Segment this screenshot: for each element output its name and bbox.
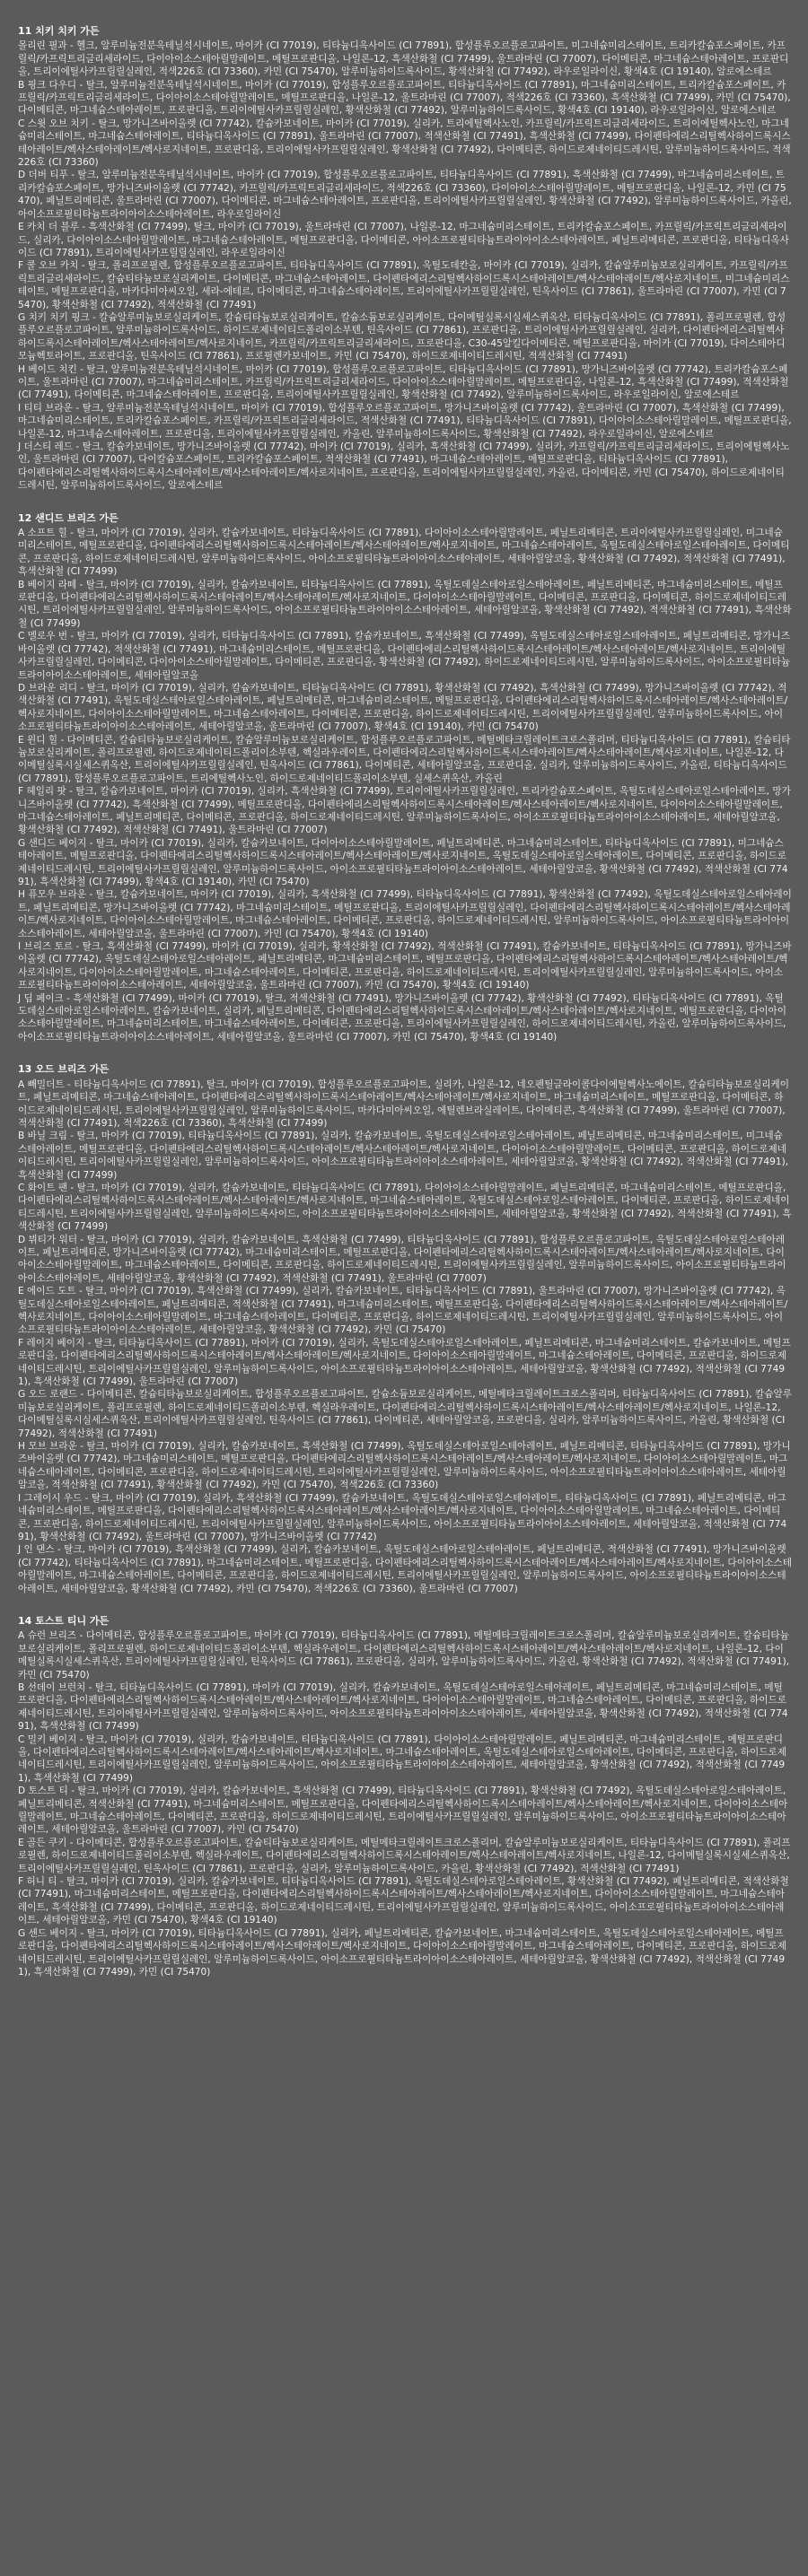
ingredient-entry: H 모브 브라운 - 탈크, 마이카 (CI 77019), 실리카, 칼슘카보네이트, 흑색산화철 (CI 77499), 옥틸도데실스테아로일스테아레이트, 페닐트리메티콘, 티타늄디옥사이드 (CI 77891), 망가니즈바이올렛 (CI 77742), 마그네슘미리스테이트, 메틸프로판디올, 다이펜타에리스리틸헥사하이드록시스테아레이트/헥사스테아레이트/헥사로지네이트, 다이아이소스테아릴말레이트, 마그네슘스테아레이트, 다이메티콘, 프로판디올, 하이드로제네이티드레시틴, 트리이에틸사카프릴릴실레인, 알루미늄하이드록사이드, 아이소프로필티타늄트라이아이소스테아레이트, 세테아릴알코올, 적색산화철 (CI 77491), 황색산화철 (CI 77492), 카민 (CI 75470), 적색226호 (CI 73360) — [18, 1441, 791, 1491]
ingredient-entry: B 선데이 브런치 - 탈크, 티타늄디옥사이드 (CI 77891), 마이카 (CI 77019), 실리카, 칼슘카보네이트, 옥틸도데실스테아로일스테아레이트, 페닐트리메티콘, 마그네슘미리스테이트, 메틸프로판디올, 다이펜타에리스리틸헥사하이드록시스테아레이트/헥사스테아레이트/헥사로지네이트, 다이아이소스테아릴말레이트, 마그네슘스테아레이트, 다이메티콘, 프로판디올, 하이드로제네이티드레시틴, 트리이에틸사카프릴릴실레인, 알루미늄하이드록사이드, 아이소프로필티타늄트라이아이소스테아레이트, 세테아릴알코올, 황색산화철 (CI 77492), 적색산화철 (CI 77491), 흑색산화철 (CI 77499) — [18, 1681, 788, 1733]
ingredient-entry: J 인 댄스 - 탈크, 마이카 (CI 77019), 흑색산화철 (CI 77499), 실리카, 칼슘카보네이트, 옥틸도데실스테아로일스테아레이트, 페닐트리메티콘, 적색산화철 (CI 77491), 망가니즈바이올렛 (CI 77742), 티타늄디옥사이드 (CI 77891), 마그네슘미리스테이트, 메틸프로판디올, 다이펜타에리스리틸헥사하이드록시스테아레이트/헥사스테아레이트/헥사로지네이트, 다이아이소스테아릴말레이트, 마그네슘스테아레이트, 다이메티콘, 프로판디올, 하이드로제네이티드레시틴, 트리이에틸사카프릴릴실레인, 알루미늄하이드록사이드, 아이소프로필티타늄트라이아이소스테아레이트, 세테아릴알코올, 황색산화철 (CI 77492), 카민 (CI 75470), 적색226호 (CI 73360), 울트라마린 (CI 77007) — [18, 1544, 793, 1594]
ingredient-entry: I 브리즈 토르 - 탈크, 흑색산화철 (CI 77499), 마이카 (CI 77019), 실리카, 황색산화철 (CI 77492), 적색산화철 (CI 77491), 칼슘카보네이트, 티타늄디옥사이드 (CI 77891), 망가니즈바이올렛 (CI 77742), 옥틸도데실스테아로일스테아레이트, 페닐트리메티콘, 마그네슘미리스테이트, 메틸프로판디올, 다이펜타에리스리틸헥사하이드록시스테아레이트/헥사스테아레이트/헥사로지네이트, 다이아이소스테아릴말레이트, 마그네슘스테아레이트, 다이메티콘, 프로판디올, 하이드로제네이티드레시틴, 트리이에틸사카프릴릴실레인, 알루미늄하이드록사이드, 아이소프로필티타늄트라이아이소스테아레이트, 세테아릴알코올, 울트라마린 (CI 77007), 카민 (CI 75470), 황색4호 (CI 19140) — [18, 941, 792, 991]
ingredient-section — [18, 1615, 792, 1978]
ingredient-entry: D 뷔티가 워터 - 탈크, 마이카 (CI 77019), 실리카, 칼슘카보네이트, 흑색산화철 (CI 77499), 티타늄디옥사이드 (CI 77891), 합성플루오르플로고파이트, 옥틸도데실스테아로일스테아레이트, 페닐트리메티콘, 망가니즈바이올렛 (CI 77742), 마그네슘미리스테이트, 메틸프로판디올, 다이펜타에리스리틸헥사하이드록시스테아레이트/헥사스테아레이트/헥사로지네이트, 다이아이소스테아릴말레이트, 마그네슘스테아레이트, 다이메티콘, 프로판디올, 하이드로제네이티드레시틴, 트리이에틸사카프릴릴실레인, 알루미늄하이드록사이드, 아이소프로필티타늄트라이아이소스테아레이트, 세테아릴알코올, 황색산화철 (CI 77492), 적색산화철 (CI 77491), 울트라마린 (CI 77007) — [18, 1234, 786, 1284]
ingredient-entry: F 허니 티 - 탈크, 마이카 (CI 77019), 실리카, 칼슘카보네이트, 티타늄디옥사이드 (CI 77891), 옥틸도데실스테아로일스테아레이트, 황색산화철 (CI 77492), 페닐트리메티콘, 적색산화철 (CI 77491), 마그네슘미리스테이트, 메틸프로판디올, 다이펜타에리스리틸헥사하이드록시스테아레이트/헥사스테아레이트/헥사로지네이트, 다이아이소스테아릴말레이트, 마그네슘스테아레이트, 흑색산화철 (CI 77499), 다이메티콘, 프로판디올, 하이드로제네이티드레시틴, 트리이에틸사카프릴릴실레인, 알루미늄하이드록사이드, 아이소프로필티타늄트라이아이소스테아레이트, 세테아릴알코올, 카민 (CI 75470), 황색4호 (CI 19140) — [18, 1876, 789, 1926]
ingredient-entry: E 카치 더 블루 - 흑색산화철 (CI 77499), 탈크, 마이카 (CI 77019), 울트라마린 (CI 77007), 나일론-12, 마그네슘미리스테이트, 트리카칼슘포스페이트, 카프릴릭/카프릭트리글리세라이드, 실리카, 다이아이소스테아릴말레이트, 마그네슘스테아레이트, 메틸프로판디올, 다이메티콘, 아이소프로필티타늄트라이아이소스테아레이트, 페닐트리메티콘, 프로판디올, 티타늄디옥사이드 (CI 77891), 트리이에틸사카프릴릴실레인, 라우로일라이신 — [18, 222, 789, 258]
ingredient-entry: C 멜로우 번 - 탈크, 마이카 (CI 77019), 실리카, 티타늄디옥사이드 (CI 77891), 칼슘카보네이트, 흑색산화철 (CI 77499), 옥틸도데실스테아로일스테아레이트, 페닐트리메티콘, 망가니즈바이올렛 (CI 77742), 적색산화철 (CI 77491), 마그네슘미리스테이트, 메틸프로판디올, 다이펜타에리스리틸헥사하이드록시스테아레이트/헥사스테아레이트/헥사로지네이트, 트리이에틸사카프릴릴실레인, 다이메티콘, 다이아이소스테아릴말레이트, 다이메티콘, 프로판디올, 황색산화철 (CI 77492), 하이드로제네이티드레시틴, 알루미늄하이드록사이드, 아이소프로필티타늄트라이아이소스테아레이트, 세테아릴알코올 — [18, 631, 791, 681]
ingredient-entry: G 치키 치키 핑크 - 칼슘알루미늄보로실리케이트, 칼슘티타늄보로실리케이트, 칼슘소듐보로실리케이트, 다이메틸실록시실세스퀴옥산, 티타늄디옥사이드 (CI 77891), 폴리프로필렌, 합성플루오르플로고파이트, 알루미늄하이드록사이드, 하이드로제네이티드폴리이소부텐, 틴옥사이드 (CI 77861), 프로판디올, 트리이에틸사카프릴릴실레인, 실리카, 다이펜타에리스리틸헥사하이드록시스테아레이트/헥사스테아레이트/헥사로지네이트, 카프릴릭/카프릭트리글리세라이드, 프로판디올, C30-45알킬다이메티콘, 메틸프로판디올, 마이카 (CI 77019), 다이스테아디모늄헥토라이트, 프로판디올, 틴옥사이드 (CI 77861), 프로필렌카보네이트, 카민 (CI 75470), 하이드로제네이티드레시틴, 적색산화철 (CI 77491) — [18, 311, 786, 362]
ingredient-entry: E 골든 쿠키 - 다이메티콘, 합성플루오르플로고파이트, 칼슘티타늄보로실리케이트, 메틸메타크릴레이트크로스폴리머, 칼슘알루미늄보로실리케이트, 티타늄디옥사이드 (CI 77891), 폴리프로필렌, 하이드로제네이티드폴리이소부텐, 헥실라우레이트, 다이펜타에리스리틸헥사하이드록시스테아레이트/헥사스테아레이트/헥사로지네이트, 나일론-12, 다이메틸실록시실세스퀴옥산, 트리이에틸사카프릴릴실레인, 틴옥사이드 (CI 77861), 프로판디올, 실리카, 알루미늄하이드록사이드, 카올린, 황색산화철 (CI 77492), 적색산화철 (CI 77491) — [18, 1837, 791, 1874]
ingredient-entry: G 샌디드 베이지 - 탈크, 마이카 (CI 77019), 실리카, 칼슘카보네이트, 다이아이소스테아릴말레이트, 페닐트리메티콘, 마그네슘미리스테이트, 티타늄디옥사이드 (CI 77891), 미그네슘스테아레이트, 메틸프로판디올, 다이펜타에리스리틸헥사하이드록시스테아레이트/헥사스테아레이트/헥사로지네이트, 옥틸도데실스테아로일스테아레이트, 다이메티콘, 프로판디올, 하이드로제네이티드레시틴, 트리이에틸사카프릴릴실레인, 알루미늄하이드록사이드, 아이소프로필티타늄트라이아이소스테아레이트, 세테아릴알코올, 황색산화철 (CI 77492), 적색산화철 (CI 77491), 흑색산화철 (CI 77499), 황색4호 (CI 19140), 카민 (CI 75470) — [18, 837, 788, 887]
ingredient-entry: D 더버 티푸 - 탈크, 알루미늄전분옥테닐석시네이트, 마이카 (CI 77019), 합성플루오르플로고파이트, 티타늄디옥사이드 (CI 77891), 흑색산화철 (CI 77499), 마그네슘미리스테이트, 트리카칼슘포스페이트, 망가니즈바이올렛 (CI 77742), 카프릴릭/카프릭트리글리세라이드, 적색226호 (CI 73360), 다이아이소스테아릴말레이트, 메틸프로판디올, 나일론-12, 카민 (CI 75470), 페닐트리메티콘, 울트라마린 (CI 77007), 다이메티콘, 마그네슘스테아레이트, 프로판디올, 트리이에틸사카프릴릴실레인, 황색산화철 (CI 77492), 알루미늄하이드록사이드, 카올린, 아이소프로필티타늄트라이아이소스테아레이트, 라우로일라이신 — [18, 170, 792, 220]
ingredient-entry: F 레이지 베이지 - 탈크, 티타늄디옥사이드 (CI 77891), 마이카 (CI 77019), 실리카, 옥틸도데실스테아로일스테아레이트, 페닐트리메티콘, 마그네슘미리스테이트, 칼슘카보네이트, 메틸프로판디올, 다이펜타에리스리틸헥사하이드록시스테아레이트/헥사스테아레이트/헥사로지네이트, 다이아이소스테아릴말레이트, 마그네슘스테아레이트, 다이메티콘, 프로판디올, 하이드로제네이티드레시틴, 트리이에틸사카프릴릴실레인, 알루미늄하이드록사이드, 아이소프로필티타늄트라이아이소스테아레이트, 세테아릴알코올, 황색산화철 (CI 77492), 적색산화철 (CI 77491), 흑색산화철 (CI 77499), 울트라마린 (CI 77007) — [18, 1337, 791, 1388]
ingredient-section — [18, 25, 792, 493]
ingredient-entry: J 더스티 레드 - 탈크, 칼슘카보네이트, 망가니즈바이올렛 (CI 77742), 마이카 (CI 77019), 실리카, 흑색산화철 (CI 77499), 실리카, 카프릴릭/카프릭트리글리세라이드, 트리이에틸헥사노인, 울트라마린 (CI 77007), 다이칼슘포스페이트, 트리카칼슘포스페이트, 적색산화철 (CI 77491), 마그네슘스테아레이트, 메틸프로판디올, 티타늄디옥사이드 (CI 77891), — [18, 441, 790, 466]
ingredient-entry: E 에이드 도트 - 탈크, 마이카 (CI 77019), 흑색산화철 (CI 77499), 실리카, 칼슘카보네이트, 티타늄디옥사이드 (CI 77891), 울트라마린 (CI 77007), 망가니즈바이올렛 (CI 77742), 옥틸도데실스테아로일스테아레이트, 페닐트리메티콘, 적색산화철 (CI 77491), 마그네슘미리스테이트, 메틸프로판디올, 다이펜타에리스리틸헥사하이드록시스테아레이트/헥사스테아레이트/헥사로지네이트, 다이아이소스테아릴말레이트, 마그네슘스테아레이트, 다이메티콘, 프로판디올, 하이드로제네이티드레시틴, 트리이에틸사카프릴릴실레인, 알루미늄하이드록사이드, 아이소프로필티타늄트라이아이소스테아레이트, 세테아릴알코올, 황색산화철 (CI 77492), 카민 (CI 75470) — [18, 1286, 788, 1336]
ingredient-entry: B 베이지 라떼 - 탈크, 마이카 (CI 77019), 실리카, 칼슘카보네이트, 티타늄디옥사이드 (CI 77891), 옥틸도데실스테아로일스테아레이트, 페닐트리메티콘, 마그네슘미리스테이트, 메틸프로판디올, 다이펜타에리스리틸헥사하이드록시스테아레이트/헥사스테아레이트/헥사로지네이트, 다이아이소스테아릴말레이트, 다이메티콘, 프로판디올, 다이메티콘, 하이드로제네이티드레시틴, 트리이에틸사카프릴릴실레인, 알루미늄하이드록사이드, 아이소프로필티타늄트라이아이소스테아레이트, 세테아릴알코올, 황색산화철 (CI 77492), 적색산화철 (CI 77491), 흑색산화철 (CI 77499) — [18, 579, 792, 629]
ingredient-entry: D 브라운 리디 - 탈크, 마이카 (CI 77019), 실리카, 칼슘카보네이트, 티타늄디옥사이드 (CI 77891), 황색산화철 (CI 77492), 흑색산화철 (CI 77499), 망가니즈바이올렛 (CI 77742), 적색산화철 (CI 77491), 옥틸도데실스테아로일스테아레이트, 페닐트리메티콘, 마그네슘미리스테이트, 메틸프로판디올, 다이펜타에리스리틸헥사하이드록시스테아레이트/헥사스테아레이트/헥사로지네이트, 다이아이소스테아릴말레이트, 마그네슘스테아레이트, 다이메티콘, 프로판디올, 하이드로제네이티드레시틴, 트리이에틸사카프릴릴실레인, 알루미늄하이드록사이드, 아이소프로필티타늄트라이아이소스테아레이트, 세테아릴알코올, 울트라마린 (CI 77007), 황색4호 (CI 19140), 카민 (CI 75470) — [18, 682, 788, 733]
ingredient-entry: G 오드 로랜드 - 다이메티콘, 칼슘티타늄보로실리케이트, 합성플루오르플로고파이트, 칼슘소듐보로실리케이트, 메틸메타크릴레이트크로스폴리머, 티타늄디옥사이드 (CI 77891), 칼슘알루미늄보로실리케이트, 폴리프로필렌, 하이드로제네이티드폴리이소부텐, 헥실라우레이트, 다이펜타에리스리틸헥사하이드록시스테아레이트/헥사스테아레이트/헥사로지네이트, 나일론-12, 다이메틸실록시실세스퀴옥산, 트리이에틸사카프릴릴실레인, 틴옥사이드 (CI 77861), 다이메티콘, 세테아릴알코올, 프로판디올, 실리카, 알루미늄하이드록사이드, 카올린, 황색산화철 (CI 77492), 적색산화철 (CI 77491) — [18, 1389, 792, 1439]
ingredient-entry: I 티티 브라운 - 탈크, 알루미늄전분옥테닐석시네이트, 마이카 (CI 77019), 합성플루오르플로고파이트, 망가니즈바이올렛 (CI 77742), 울트라마린 (CI 77007), 흑색산화철 (CI 77499), 마그네슘미리스테이트, 트리카칼슘포스페이트, 카프릴릭/카프릭트리글리세라이드, 적색산화철 (CI 77491), 티타늄디옥사이드 (CI 77891), 다이아이소스테아릴말레이트, 메틸프로판디올, 나일론-12, 마그네슘스테아레이트, 프로판디올, 트리이에틸사카프릴릴실레인, 카올린, 알루미늄하이드록사이드, 황색산화철 (CI 77492), 라우로일라이신, 알로에스테르 — [18, 402, 792, 440]
section-title: 12 샌디드 브리즈 가든 — [18, 511, 119, 524]
section-title: 11 치키 치키 가든 — [18, 25, 100, 37]
ingredient-entry: C 밀키 베이지 - 탈크, 마이카 (CI 77019), 실리카, 칼슘카보네이트, 티타늄디옥사이드 (CI 77891), 다이아이소스테아릴말레이트, 페닐트리메티콘, 마그네슘미리스테이트, 메틸프로판디올, 다이펜타에리스리틸헥사하이드록시스테아레이트/헥사스테아레이트/헥사로지네이트, 마그네슘스테아레이트, 옥틸도데실스테아로일스테아레이트, 다이메티콘, 프로판디올, 하이드로제네이티드레시틴, 트리이에틸사카프릴릴실레인, 알루미늄하이드록사이드, 아이소프로필티타늄트라이아이소스테아레이트, 세테아릴알코올, 황색산화철 (CI 77492), 적색산화철 (CI 77491), 흑색산화철 (CI 77499) — [18, 1733, 786, 1784]
ingredient-entry: D 토스트 티 - 탈크, 마이카 (CI 77019), 실리카, 칼슘카보네이트, 흑색산화철 (CI 77499), 티타늄디옥사이드 (CI 77891), 황색산화철 (CI 77492), 옥틸도데실스테아로일스테아레이트, 페닐트리메티콘, 적색산화철 (CI 77491), 마그네슘미리스테이트, 메틸프로판디올, 다이펜타에리스리틸헥사하이드록시스테아레이트/헥사스테아레이트/헥사로지네이트, 다이아이소스테아릴말레이트, 마그네슘스테아레이트, 다이메티콘, 프로판디올, 하이드로제네이티드레시틴, 트리이에틸사카프릴릴실레인, 알루미늄하이드록사이드, 아이소프로필티타늄트라이아이소스테아레이트, 세테아릴알코올, 울트라마린 (CI 77007), 카민 (CI 75470) — [18, 1786, 788, 1836]
ingredient-entry: C 스윗 오브 치키 - 탈크, 망가니즈바이올렛 (CI 77742), 칼슘카보네이트, 마이카 (CI 77019), 실리카, 트리에틸헥사노인, 카프릴릭/카프릭트리글리세라이드, 트리이에틸헥사노인, 마그네슘미리스테이트, 마그네슘스테아레이트, 티타늄디옥사이드 (CI 77891), 울트라마린 (CI 77007), 적색산화철 (CI 77491), 흑색산화철 (CI 77499), 다이펜타에리스리틸헥사하이드록시스테아레이트/헥사스테아레이트/헥사로지네이트, 프로판디올, 트리이에틸사카프릴릴실레인, 황색산화철 (CI 77492), 다이메티콘, 하이드로제네이티드레시틴, 알루미늄하이드록사이드, 적색226호 (CI 73360) — [18, 118, 791, 169]
ingredient-entry: C 화이트 팬 - 탈크, 마이카 (CI 77019), 실리카, 칼슘카보네이트, 티타늄디옥사이드 (CI 77891), 다이아이소스테아릴말레이트, 페닐트리메티콘, 마그네슘미리스테이트, 메틸프로판디올, 다이펜타에리스리틸헥사하이드록시스테아레이트/헥사스테아레이트/헥사로지네이트, 마그네슘스테아레이트, 옥틸도데실스테아로일스테아레이트, 다이메티콘, 프로판디올, 하이드로제네이티드레시틴, 트리이에틸사카프릴릴실레인, 알루미늄하이드록사이드, 아이소프로필티타늄트라이아이소스테아레이트, 세테아릴알코올, 황색산화철 (CI 77492), 적색산화철 (CI 77491), 흑색산화철 (CI 77499) — [18, 1182, 792, 1233]
ingredient-entry: G 센드 베이지 - 탈크, 마이카 (CI 77019), 티타늄디옥사이드 (CI 77891), 실리카, 페닐트리메티콘, 칼슘카보네이트, 마그네슘미리스테이트, 옥틸도데실스테아로일스테아레이트, 메틸프로판디올, 다이펜타에리스리틸헥사하이드록시스테아레이트/헥사스테아레이트/헥사로지네이트, 다이아이소스테아릴말레이트, 마그네슘스테아레이트, 다이메티콘, 프로판디올, 하이드로제네이티드레시틴, 트리이에틸사카프릴릴실레인, 알루미늄하이드록사이드, 아이소프로필티타늄트라이아이소스테아레이트, 세테아릴알코올, 황색산화철 (CI 77492), 적색산화철 (CI 77491), 흑색산화철 (CI 77499), 카민 (CI 75470) — [18, 1927, 786, 1978]
ingredient-entry: F 헤일리 팟 - 탈크, 칼슘카보네이트, 마이카 (CI 77019), 실리카, 흑색산화철 (CI 77499), 트리이에틸사카프릴릴실레인, 트리카칼슘포스페이트, 옥틸도데실스테아로일스테아레이트, 망가니즈바이올렛 (CI 77742), 흑색산화철 (CI 77499), 메틸프로판디올, 다이펜타에리스리틸헥사하이드록시스테아레이트/헥사스테아레이트/헥사로지네이트, 다이아이소스테아릴말레이트, 마그네슘스테아레이트, 페닐트리메티콘, 다이메티콘, 프로판디올, 하이드로제네이티드레시틴, 알루미늄하이드록사이드, 아이소프로필티타늄트라이아이소스테아레이트, 세테아릴알코올, 황색산화철 (CI 77492), 적색산화철 (CI 77491), 울트라마린 (CI 77007) — [18, 786, 791, 836]
ingredient-section — [18, 1063, 792, 1595]
ingredient-entry: B 핑크 다우디 - 탈크, 알루미늄전분옥테닐석시네이트, 마이카 (CI 77019), 합성플루오르플로고파이트, 티타늄디옥사이드 (CI 77891), 마그네슘미리스테이트, 트리카칼슘포스페이트, 카프릴릭/카프릭트리글리세라이드, 다이아이소스테아릴말레이트, 메틸프로판디올, 나일론-12, 울트라마린 (CI 77007), 적색226호 (CI 73360), 흑색산화철 (CI 77499), 카민 (CI 75470), 다이메티콘, 마그네슘스테아레이트, 프로판디올, 트리이에틸사카프릴릴실레인, 황색산화철 (CI 77492), 알루미늄하이드록사이드, 황색4호 (CI 19140), 라우로일라이신, 알로에스테르 — [18, 79, 791, 117]
ingredient-section — [18, 512, 792, 1044]
ingredient-entry: E 윈디 힐 - 다이메티콘, 칼슘티타늄보로실리케이트, 칼슘알루미늄보로실리케이트, 합성플루오르플로고파이트, 메틸메타크릴레이트크로스폴리머, 티타늄디옥사이드 (CI 77891), 칼슘티타늄보로실리케이트, 폴리프로필렌, 하이드로제네이티드폴리이소부텐, 헥실라우레이트, 다이펜타에리스리틸헥사하이드록시스테아레이트/헥사스테아레이트/헥사로지네이트, 나일론-12, 다이메틸실록시실세스퀴옥산, 트리이에틸사카프릴릴실레인, 틴옥사이드 (CI 77861), 다이메티콘, 세테아릴알코올, 프로판디올, 실리카, 알루미늄하이드록사이드, 카올린, 티타늄디옥사이드 (CI 77891), 합성플루오르플로고파이트, 트리에틸헥사노인, 하이드로제네이티드폴리이소부텐, 실세스퀴옥산, 카올린 — [18, 734, 791, 784]
ingredient-entry: A 빼밀더트 - 티타늄디옥사이드 (CI 77891), 탈크, 마이카 (CI 77019), 합성플루오르플로고파이트, 실리카, 나일론-12, 네오펜틸글라이콜다이에틸헥사노에이트, 칼슘티타늄보로실리케이트, 페닐트리메티콘, 마그네슘스테아레이트, 다이펜타에리스리틸헥사하이드록시스테아레이트/헥사스테아레이트/헥사로지네이트, 마그네슘미리스테이트, 메틸프로판디올, 다이메티콘, 하이드로제네이티드레시틴, 트리이에틸사카프릴릴실레인, 알루미늄하이드록사이드, 마카다미아씨오일, 에틸렌브라실레이트, 다이메티콘, 흑색산화철 (CI 77499), 울트라마린 (CI 77007), 적색산화철 (CI 77491), 적색226호 (CI 73360), 흑색산화철 (CI 77499) — [18, 1078, 790, 1129]
ingredient-entry: J 딥 페이크 - 흑색산화철 (CI 77499), 마이카 (CI 77019), 탈크, 적색산화철 (CI 77491), 망가니즈바이올렛 (CI 77742), 황색산화철 (CI 77492), 티타늄디옥사이드 (CI 77891), 옥틸도데실스테아로일스테아레이트, 칼슘카보네이트, 실리카, 페닐트리메티콘, 다이펜타에리스리틸헥사하이드록시스테아레이트/헥사스테아레이트/헥사로지네이트, 메틸프로판디올, 다이아이소스테아릴말레이트, 마그네슘미리스테이트, 마그네슘스테아레이트, 다이메티콘, 프로판디올, 트리이에틸사카프릴릴실레인, 하이드로제네이티드레시틴, 카올린, 알루미늄하이드록사이드, 아이소프로필티타늄트라이아이소스테아레이트, 세테아릴알코올, 울트라마린 (CI 77007), 카민 (CI 75470), 황색4호 (CI 19140) — [18, 992, 786, 1043]
ingredient-entry: H 베이드 치킨 - 탈크, 알루미늄전분옥테닐석시네이트, 마이카 (CI 77019), 합성플루오르플로고파이트, 티타늄디옥사이드 (CI 77891), 망가니즈바이올렛 (CI 77742), 트리카칼슘포스페이트, 울트라마린 (CI 77007), 마그네슘미리스테이트, 카프릴릭/카프릭트리글리세라이드, 다이아이소스테아릴말레이트, 메틸프로판디올, 나일론-12, 흑색산화철 (CI 77499), 적색산화철 (CI 77491), 다이메티콘, 마그네슘스테아레이트, 프로판디올, 트리이에틸사카프릴릴실레인, 황색산화철 (CI 77492), 알루미늄하이드록사이드, 라우로일라이신, 알로에스테르 — [18, 363, 789, 401]
ingredient-entry: 다이펜타에리스리틸헥사하이드록시스테아레이트/헥사스테아레이트/헥사로지네이트, 프로판디올, 트리이에틸사카프릴릴실레인, 카올린, 다이메티콘, 카민 (CI 75470), 하이드로제네이티드레시틴, 알루미늄하이드록사이드, 알로에스테르 — [18, 467, 785, 492]
section-title: 13 오드 브리즈 가든 — [18, 1063, 110, 1076]
ingredient-entry: B 바닐 크림 - 탈크, 마이카 (CI 77019), 티타늄디옥사이드 (CI 77891), 실리카, 칼슘카보네이트, 옥틸도데실스테아로일스테아레이트, 페닐트리메티콘, 마그네슘미리스테이트, 미그네슘스테아레이트, 메틸프로판디올, 다이펜타에리스리틸헥사하이드록시스테아레이트/헥사스테아레이트/헥사로지네이트, 다이아이소스테아릴말레이트, 다이메티콘, 프로판디올, 하이드로제네이티드레시틴, 트리이에틸사카프릴릴실레인, 알루미늄하이드록사이드, 아이소프로필티타늄트라이아이소스테아레이트, 세테아릴알코올, 황색산화철 (CI 77492), 적색산화철 (CI 77491), 흑색산화철 (CI 77499) — [18, 1131, 789, 1181]
ingredient-entry: A 슈런 브리즈 - 다이메티콘, 합성플루오르플로고파이트, 마이카 (CI 77019), 티타늄디옥사이드 (CI 77891), 메틸메타크릴레이트크로스폴리머, 칼슘알루미늄보로실리케이트, 칼슘티타늄보로실리케이트, 폴리프로필렌, 하이드로제네이티드폴리이소부텐, 헥실라우레이트, 다이펜타에리스리틸헥사하이드록시스테아레이트/헥사스테아레이트/헥사로지네이트, 나일론-12, 다이메틸실록시실세스퀴옥산, 트리이에틸사카프릴릴실레인, 틴옥사이드 (CI 77861), 프로판디올, 실리카, 알루미늄하이드록사이드, 카올린, 황색산화철 (CI 77492), 적색산화철 (CI 77491), 카민 (CI 75470) — [18, 1630, 790, 1681]
ingredient-entry: 몰리린 필과 - 헬크, 알루미늄전분옥테닐석시네이트, 마이카 (CI 77019), 티타늄디옥사이드 (CI 77891), 합성플루오르플로고파이트, 미그네슘미리스테이트, 트리카칼슘포스페이트, 카프릴릭/카프릭트리글리세라이드, 다이아이소스테아릴말레이트, 메틸프로판디올, 나일론-12, 흑색산화철 (CI 77499), 울트라마린 (CI 77007), 다이메티콘, 마그네슘스테아레이트, 프로판디올, 트리이에틸사카프릴릴실레인, 적색226호 (CI 73360), 카민 (CI 75470), 알루미늄하이드록사이드, 황색산화철 (CI 77492), 라우로일라이신, 황색4호 (CI 19140), 알로에스테르 — [18, 40, 789, 78]
ingredient-entry: I 그레이시 우드 - 탈크, 마이카 (CI 77019), 실리카, 흑색산화철 (CI 77499), 칼슘카보네이트, 옥틸도데실스테아로일스테아레이트, 티타늄디옥사이드 (CI 77891), 페닐트리메티콘, 마그네슘미리스테이트, 메틸프로판디올, 다이펜타에리스리틸헥사하이드록시스테아레이트/헥사스테아레이트/헥사로지네이트, 다이아이소스테아릴말레이트, 마그네슘스테아레이트, 다이메티콘, 프로판디올, 하이드로제네이티드레시틴, 트리이에틸사카프릴릴실레인, 알루미늄하이드록사이드, 아이소프로필티타늄트라이아이소스테아레이트, 세테아릴알코올, 적색산화철 (CI 77491), 황색산화철 (CI 77492), 울트라마린 (CI 77007), 망가니즈바이올렛 (CI 77742) — [18, 1492, 787, 1542]
ingredient-entry: F 쿨 오브 카치 - 탈크, 폴리프로필렌, 합성플루오르플로고파이트, 티타늄디옥사이드 (CI 77891), 옥틸도데칸올, 마이카 (CI 77019), 실리카, 칼슘알루미늄보로실리케이트, 카프릴릭/카프릭트리글리세라이드, 칼슘티타늄보로실리케이트, 다이메티콘, 마그네슘스테아레이트, 다이펜타에리스리틸헥사하이드록시스테아레이트/헥사스테아레이트/헥사로지네이트, 미그네슘미리스테이트, 메틸프로판디올, 마카다미아씨오일, 세라-에테르, 다이메티콘, 마그네슘스테아레이트, 트리이에틸사카프릴릴실레인, 틴옥사이드 (CI 77861), 울트라마린 (CI 77007), 카민 (CI 75470), 황색산화철 (CI 77492), 적색산화철 (CI 77491) — [18, 260, 790, 310]
section-title: 14 토스트 티니 가든 — [18, 1614, 110, 1627]
ingredient-entry: A 소프트 힐 - 탈크, 마이카 (CI 77019), 실리카, 칼슘카보네이트, 티타늄디옥사이드 (CI 77891), 다이아이소스테아릴말레이트, 페닐트리메티콘, 트리이에틸사카프릴릴실레인, 미그네슘미리스테이트, 메틸프로판디올, 다이펜타에리스리틸헥사하이드록시스테아레이트/헥사스테아레이트/헥사로지네이트, 마그네슘스테아레이트, 옥틸도데실스테아로일스테아레이트, 다이메티콘, 프로판디올, 하이드로제네이티드레시틴, 알루미늄하이드록사이드, 아이소프로필티타늄트라이아이소스테아레이트, 세테아릴알코올, 황색산화철 (CI 77492), 적색산화철 (CI 77491), 흑색산화철 (CI 77499) — [18, 528, 790, 578]
ingredient-entry: H 퓨모우 브라운 - 탈크, 칼슘카보네이트, 마이카 (CI 77019), 실리카, 흑색산화철 (CI 77499), 티타늄디옥사이드 (CI 77891), 황색산화철 (CI 77492), 옥틸도데실스테아로일스테아레이트, 페닐트리메티콘, 망가니즈바이올렛 (CI 77742), 마그네슘미리스테이트, 메틸프로판디올, 트리이에틸사카프릴릴실레인, 다이펜타에리스리틸헥사하이드록시스테아레이트/헥사스테아레이트/헥사로지네이트, 다이아이소스테아릴말레이트, 마그네슘스테아레이트, 다이메티콘, 프로판디올, 하이드로제네이티드레시틴, 알루미늄하이드록사이드, 아이소프로필티타늄트라이아이소스테아레이트, 세테아릴알코올, 울트라마린 (CI 77007), 카민 (CI 75470), 황색4호 (CI 19140) — [18, 889, 792, 939]
